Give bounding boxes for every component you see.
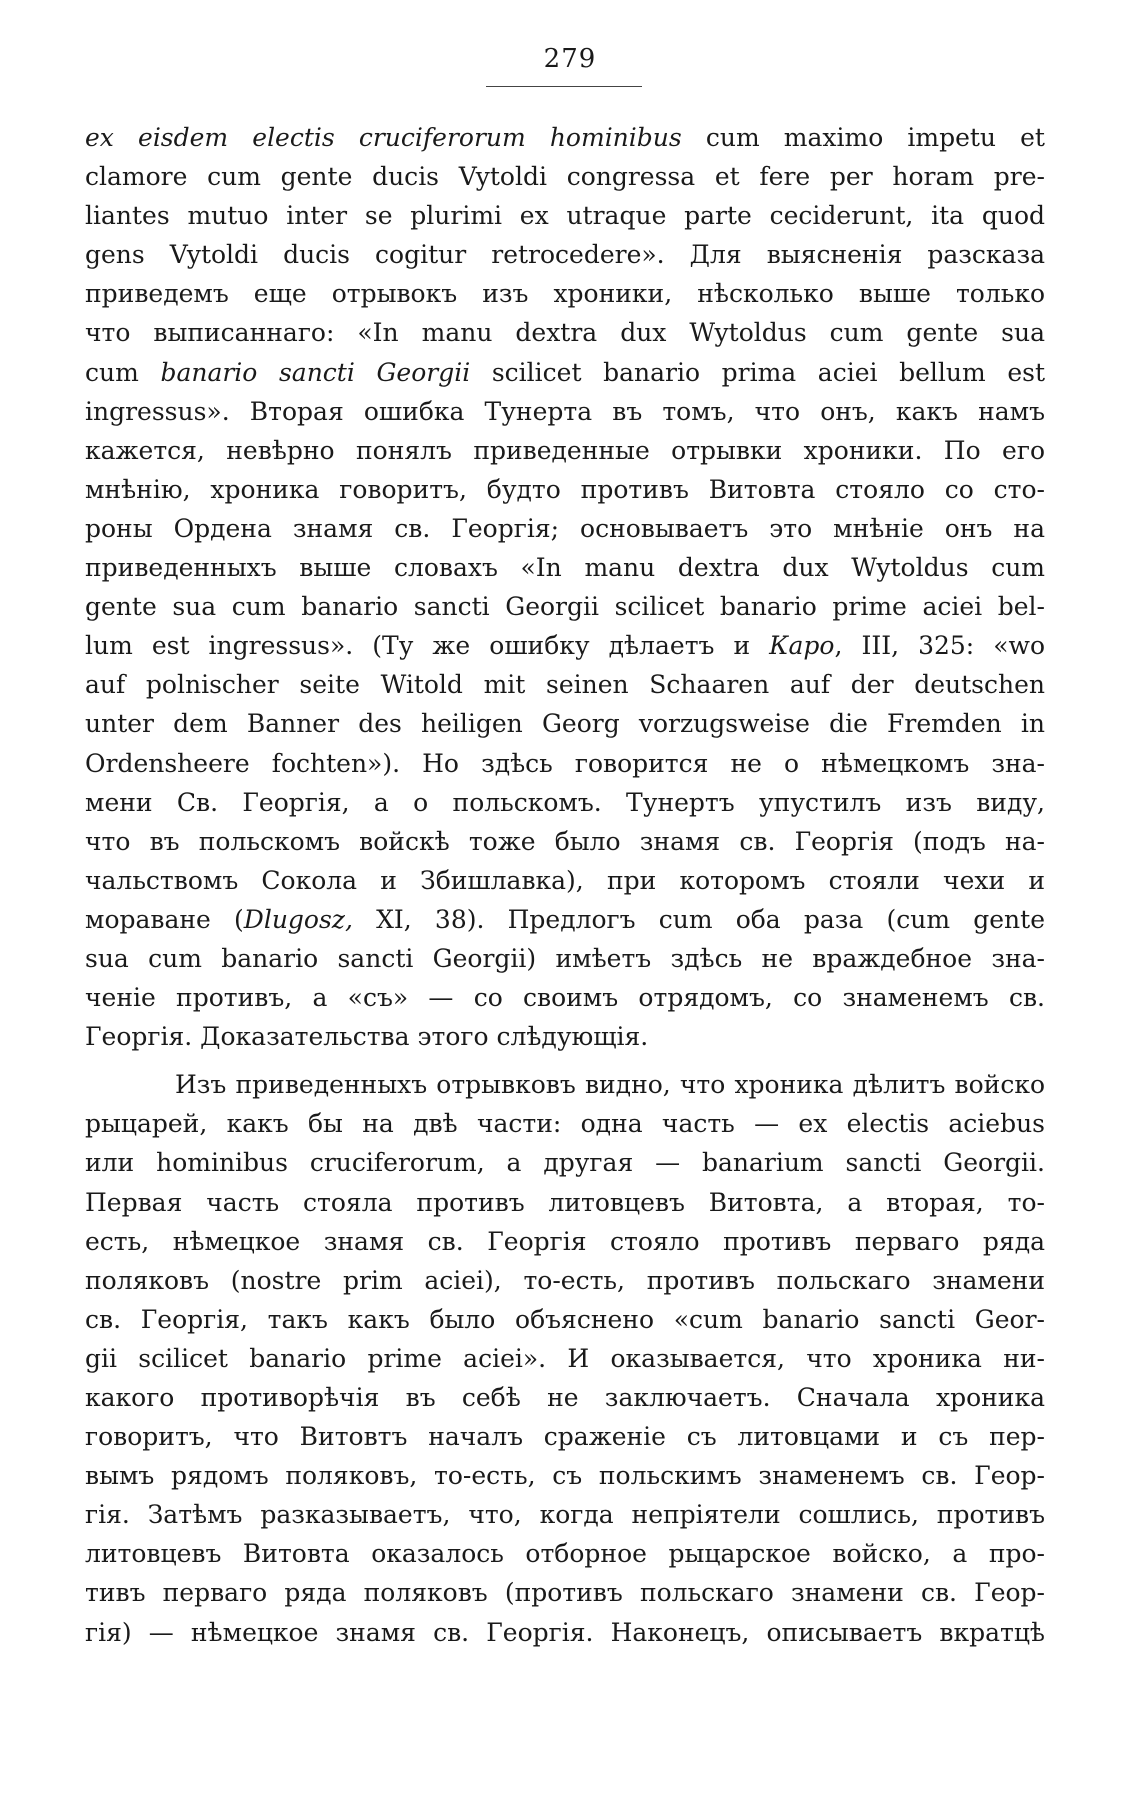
text-run: что въ польскомъ войскѣ тоже было знамя св. Георгія (подъ на-: [85, 826, 1045, 856]
text-run: gens Vytoldi ducis cogitur retrocedere». Для выясненія разсказа: [85, 240, 1045, 270]
text-run: Георгія. Доказательства этого слѣдующія.: [85, 1022, 649, 1052]
text-line: [85, 1378, 1045, 1417]
text-run: ченіе противъ, а «съ» — со своимъ отрядомъ, со знаменемъ св.: [85, 983, 1045, 1013]
italic-text: Dlugosz,: [243, 904, 353, 934]
text-run: роны Ордена знамя св. Георгія; основываетъ это мнѣніе онъ на: [85, 513, 1045, 543]
text-run: gente sua cum banario sancti Georgii scilicet banario prime aciei bel-: [85, 592, 1045, 622]
text-line: [85, 587, 1045, 626]
text-line: [85, 157, 1045, 196]
paragraph-gap: [85, 1056, 1045, 1065]
text-run: приведенныхъ выше словахъ «In manu dextra dux Wytoldus cum: [85, 553, 1045, 583]
text-line: [85, 1017, 1045, 1056]
text-line: [85, 900, 1045, 939]
text-run: cum maximo impetu et: [681, 123, 1045, 152]
text-line: [85, 1300, 1045, 1339]
text-run: gii scilicet banario prime aciei». И оказывается, что хроника ни-: [85, 1343, 1045, 1373]
text-line: [85, 196, 1045, 235]
text-line: [85, 1222, 1045, 1261]
text-line: [85, 431, 1045, 470]
text-line: [85, 392, 1045, 431]
text-run: поляковъ (nostre prim aciei), то-есть, противъ польскаго знамени: [85, 1265, 1045, 1295]
body-text: [85, 118, 1045, 1652]
text-run: вымъ рядомъ поляковъ, то-есть, съ польскимъ знаменемъ св. Геор-: [85, 1461, 1045, 1491]
text-line: [85, 1339, 1045, 1378]
text-line: [85, 744, 1045, 783]
text-run: XI, 38). Предлогъ cum оба раза (cum gente: [352, 904, 1046, 934]
paragraph: [85, 118, 1045, 1056]
text-line: [85, 626, 1045, 665]
text-line: [85, 548, 1045, 587]
text-line: [85, 1065, 1045, 1104]
text-run: какого противорѣчія въ себѣ не заключаетъ. Сначала хроника: [85, 1383, 1045, 1412]
text-line: [85, 861, 1045, 900]
text-line: [85, 1613, 1045, 1652]
italic-text: banario sancti Georgii: [160, 357, 471, 387]
text-run: Первая часть стояла противъ литовцевъ Витовта, а вторая, то-: [85, 1187, 1045, 1217]
text-run: lum est ingressus». (Ту же ошибку дѣлаетъ и: [85, 631, 770, 661]
text-run: чальствомъ Сокола и Збишлавка), при которомъ стояли чехи и: [85, 865, 1045, 895]
text-run: есть, нѣмецкое знамя св. Георгія стояло противъ перваго ряда: [85, 1226, 1045, 1256]
text-line: [85, 1456, 1045, 1495]
paragraph: [85, 1065, 1045, 1651]
text-line: [85, 1183, 1045, 1222]
text-run: литовцевъ Витовта оказалось отборное рыцарское войско, а про-: [85, 1539, 1045, 1569]
text-line: [85, 470, 1045, 509]
text-run: liantes mutuo inter se plurimi ex utraque parte ceciderunt, ita quod: [85, 201, 1045, 231]
text-line: [85, 1534, 1045, 1573]
text-line: [85, 704, 1045, 743]
text-run: ingressus». Вторая ошибка Тунерта въ томъ, что онъ, какъ намъ: [85, 396, 1045, 426]
text-run: sua cum banario sancti Georgii) имѣетъ здѣсь не враждебное зна-: [85, 943, 1045, 973]
text-line: [85, 783, 1045, 822]
text-line: [85, 978, 1045, 1017]
text-run: Ordensheere fochten»). Но здѣсь говорится не о нѣмецкомъ зна-: [85, 748, 1045, 778]
text-line: [85, 118, 1045, 157]
text-run: что выписаннаго: «In manu dextra dux Wytoldus cum gente sua: [85, 318, 1045, 348]
page-number-rule: [486, 86, 642, 87]
text-line: [85, 1261, 1045, 1300]
text-run: св. Георгія, такъ какъ было объяснено «cum banario sancti Geor-: [85, 1304, 1045, 1334]
text-line: [85, 235, 1045, 274]
text-line: [85, 939, 1045, 978]
text-line: [85, 1417, 1045, 1456]
text-run: рыцарей, какъ бы на двѣ части: одна часть — ex electis aciebus: [85, 1109, 1045, 1139]
text-run: unter dem Banner des heiligen Georg vorzugsweise die Fremden in: [85, 709, 1045, 739]
text-run: мораване (: [85, 904, 244, 934]
text-run: гія) — нѣмецкое знамя св. Георгія. Наконецъ, описываетъ вкратцѣ: [85, 1617, 1045, 1647]
page-number: 279: [543, 44, 597, 74]
text-run: Изъ приведенныхъ отрывковъ видно, что хроника дѣлитъ войско: [175, 1070, 1045, 1100]
text-run: clamore cum gente ducis Vytoldi congressa et fere per horam pre-: [85, 162, 1045, 192]
text-line: [85, 1573, 1045, 1612]
text-run: или hominibus cruciferorum, а другая — banarium sancti Georgii.: [85, 1148, 1045, 1178]
text-line: [85, 274, 1045, 313]
text-run: кажется, невѣрно понялъ приведенные отрывки хроники. По его: [85, 435, 1045, 465]
text-line: [85, 822, 1045, 861]
text-line: [85, 1143, 1045, 1182]
text-run: мнѣнію, хроника говоритъ, будто противъ Витовта стояло со сто-: [85, 474, 1045, 504]
text-run: cum: [85, 357, 161, 387]
text-run: приведемъ еще отрывокъ изъ хроники, нѣсколько выше только: [85, 279, 1045, 309]
text-run: гія. Затѣмъ разказываетъ, что, когда непріятели сошлись, противъ: [85, 1500, 1045, 1530]
italic-text: ex eisdem electis cruciferorum hominibus: [85, 123, 682, 152]
text-line: [85, 665, 1045, 704]
text-run: мени Св. Георгія, а о польскомъ. Тунертъ упустилъ изъ виду,: [85, 787, 1045, 817]
text-line: [85, 509, 1045, 548]
text-line: [85, 353, 1045, 392]
text-run: тивъ перваго ряда поляковъ (противъ польскаго знамени св. Геор-: [85, 1578, 1045, 1608]
text-run: говоритъ, что Витовтъ началъ сраженіе съ литовцами и съ пер-: [85, 1422, 1045, 1452]
text-line: [85, 1495, 1045, 1534]
text-run: scilicet banario prima aciei bellum est: [470, 357, 1045, 387]
text-line: [85, 313, 1045, 352]
italic-text: Каро: [769, 631, 835, 661]
text-run: , III, 325: «wo: [834, 631, 1045, 661]
text-line: [85, 1104, 1045, 1143]
text-run: auf polnischer seite Witold mit seinen Schaaren auf der deutschen: [85, 670, 1045, 700]
